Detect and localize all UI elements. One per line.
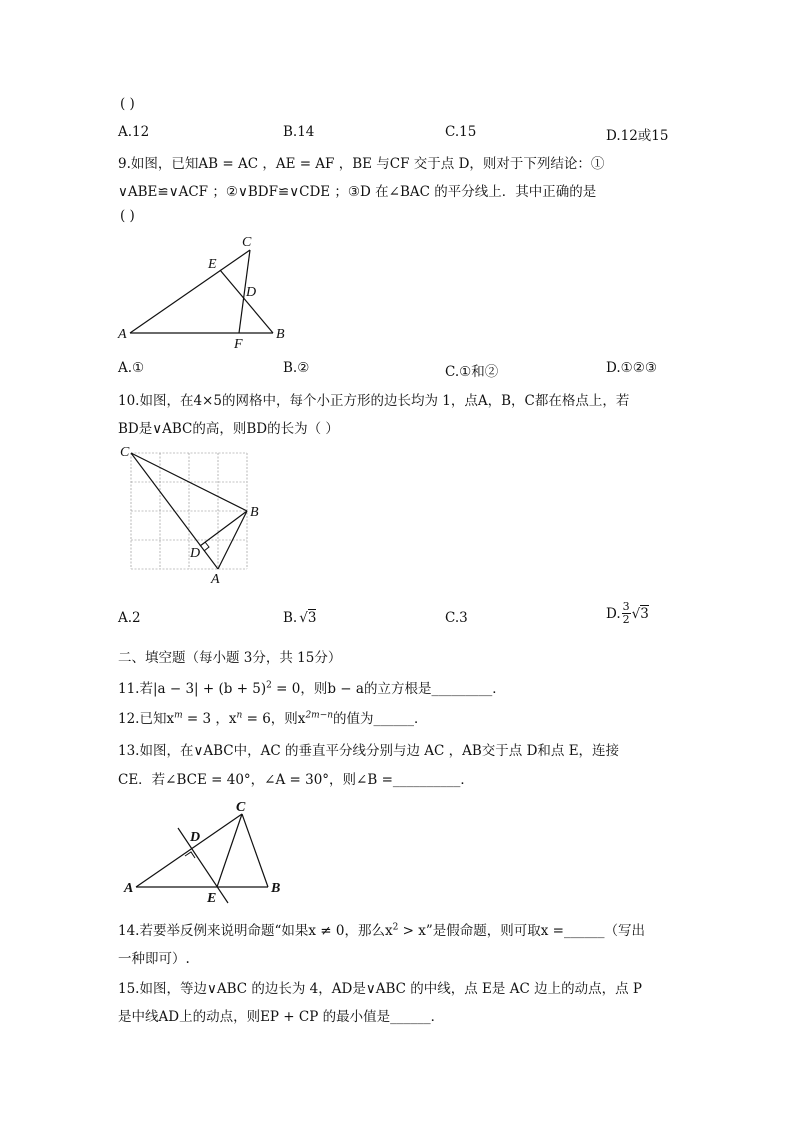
q10-option-b-label: B. [283, 610, 298, 626]
q15-end: ． [430, 1009, 445, 1025]
q11-answer-blank[interactable]: _________ [431, 681, 493, 697]
q9-option-d: D.①②③ [606, 360, 657, 376]
q12-exp-2: n [236, 710, 243, 721]
q9-stem-line1: 9.如图，已知AB = AC ，AE = AF ，BE 与CF 交于点 D，则对于下列结论：① [118, 156, 605, 172]
q10-label-c: C [120, 445, 130, 460]
q12-stem [118, 707, 428, 727]
q9-segment-ac [130, 250, 250, 333]
q12-text-4: 的值为 [333, 711, 374, 727]
q10-grid-figure [112, 440, 272, 590]
q10-option-c: C.3 [445, 610, 468, 626]
q10-option-d [606, 601, 649, 626]
q11-stem [118, 677, 506, 697]
q12-text-1: 12.已知x [118, 711, 175, 727]
q13-line2-text: CE．若∠BCE = 40°，∠A = 30°，则∠B = [118, 772, 393, 788]
q13-stem-line1: 13.如图，在∨ABC中，AC 的垂直平分线分别与边 AC ，AB交于点 D和点 E，连接 [118, 743, 620, 759]
q13-label-d: D [190, 830, 201, 845]
q12-text-3: = 6，则x [242, 711, 306, 727]
q14-stem-line1 [118, 919, 645, 939]
q9-option-a: A.① [118, 360, 145, 376]
q10-stem-line1: 10.如图，在4×5的网格中，每个小正方形的边长均为 1，点A，B，C都在格点上，若 [118, 393, 630, 409]
q8-option-c: C.15 [445, 124, 477, 140]
q10-option-b-radicand: 3 [307, 610, 317, 626]
q10-stem-line2: BD是∨ABC的高，则BD的长为（ ） [118, 421, 339, 437]
q14-answer-blank[interactable]: ______ [563, 923, 605, 939]
section-title: 二、填空题（每小题 3分，共 15分） [118, 650, 342, 666]
q13-label-a: A [124, 881, 134, 896]
q10-option-d-radicand: 3 [640, 606, 649, 622]
q10-right-angle-mark [204, 542, 209, 551]
q8-option-d: D.12或15 [606, 128, 669, 144]
q13-answer-blank[interactable]: __________ [392, 772, 461, 788]
q10-segment-bd [200, 511, 247, 546]
q8-answer-paren: ( ) [120, 96, 135, 112]
q10-label-d: D [190, 546, 201, 561]
q10-grid [131, 453, 247, 569]
sqrt-sign: √ [631, 605, 641, 622]
fraction-denominator: 2 [622, 613, 630, 626]
q9-option-c: C.①和② [445, 364, 499, 380]
q9-label-e: E [208, 257, 217, 272]
q14-text-c: （写出 [604, 923, 645, 939]
q13-label-b: B [271, 881, 281, 896]
q11-end: ． [492, 681, 506, 697]
q10-option-d-fraction [622, 601, 631, 626]
q12-answer-blank[interactable]: ______ [373, 711, 415, 727]
fraction-numerator: 3 [622, 600, 630, 613]
q11-mid: = 0，则b − a的立方根是 [271, 681, 432, 697]
q15-line2-text: 是中线AD上的动点，则EP + CP 的最小值是 [118, 1009, 391, 1025]
q15-stem-line2 [118, 1005, 444, 1025]
q9-label-c: C [242, 235, 252, 250]
q15-stem-line1: 15.如图，等边∨ABC 的边长为 4，AD是∨ABC 的中线，点 E是 AC 边上的动点，点 P [118, 981, 642, 997]
q11-prefix: 11.若|a − 3| + (b + 5) [118, 681, 267, 697]
q9-label-b: B [276, 327, 285, 342]
q9-answer-paren: ( ) [120, 208, 135, 224]
sqrt-sign: √ [299, 610, 308, 626]
q11-exponent: 2 [266, 680, 272, 691]
q9-label-d: D [246, 285, 257, 300]
q14-text-b: > x”是假命题，则可取x = [398, 923, 564, 939]
q8-option-b: B.14 [283, 124, 315, 140]
q9-option-b: B.② [283, 360, 310, 376]
q14-text-a: 14.若要举反例来说明命题“如果x ≠ 0，那么x [118, 923, 393, 939]
q10-option-b [283, 610, 316, 626]
q14-exponent: 2 [392, 922, 399, 933]
q10-option-a: A.2 [118, 610, 141, 626]
q12-end: ． [414, 711, 428, 727]
q9-figure [110, 230, 310, 350]
q10-option-d-label: D. [606, 605, 621, 622]
q9-stem-line2: ∨ABE≌∨ACF ；②∨BDF≌∨CDE ；③D 在∠BAC 的平分线上．其中正确的是 [118, 184, 597, 200]
q13-label-c: C [236, 800, 246, 815]
q13-segment-cb [242, 814, 268, 887]
q13-end: ． [460, 772, 474, 788]
q10-label-a: A [211, 572, 220, 587]
q9-label-a: A [118, 327, 127, 342]
q13-segment-ac [136, 814, 242, 887]
q13-segment-ce [217, 814, 242, 887]
q8-option-a: A.12 [118, 124, 150, 140]
q15-answer-blank[interactable]: ______ [390, 1009, 431, 1025]
q9-label-f: F [234, 337, 243, 350]
q12-exp-1: m [174, 710, 183, 721]
q13-stem-line2 [118, 768, 474, 788]
q13-figure [110, 795, 310, 910]
q13-perpendicular-bisector [178, 828, 228, 903]
q14-stem-line2: 一种即可）. [118, 951, 190, 967]
q10-label-b: B [250, 505, 259, 520]
q12-exp-3: 2m−n [305, 710, 334, 721]
q13-label-e: E [207, 891, 217, 906]
q12-text-2: = 3 ，x [182, 711, 237, 727]
